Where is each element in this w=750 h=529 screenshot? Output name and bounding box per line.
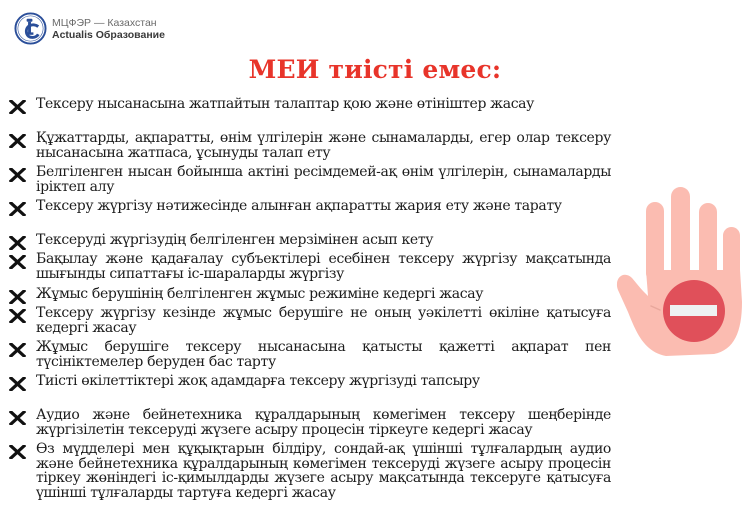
x-mark-icon — [9, 445, 26, 459]
list-item — [9, 374, 611, 391]
list-item — [9, 252, 611, 281]
list-item — [9, 165, 611, 194]
list-item-text: Тексеру жүргізу кезінде жұмыс берушіге не оның уәкілетті өкіліне қатысуға кедергі жасау — [36, 305, 611, 336]
stop-hand-icon — [614, 182, 750, 362]
list-item-text: Тексеру нысанасына жатпайтын талаптар қою және өтініштер жасау — [36, 96, 535, 112]
x-mark-icon — [9, 168, 26, 182]
logo-line2: Actualis Образование — [52, 28, 165, 41]
logo-line1: МЦФЭР — Казахстан — [52, 16, 157, 29]
list-item — [9, 287, 611, 304]
list-item — [9, 233, 611, 250]
x-mark-icon — [9, 309, 26, 323]
list-item-text: Белгіленген нысан бойынша актіні ресімдемей-ақ өнім үлгілерін, сынамаларды іріктеп алу — [36, 164, 611, 195]
x-mark-icon — [9, 236, 26, 250]
list-item-text: Жұмыс берушіге тексеру нысанасына қатысты қажетті ақпарат пен түсініктемелер беруден бас тарту — [36, 339, 611, 370]
list-item — [9, 408, 611, 437]
x-mark-icon — [9, 290, 26, 304]
list-item-text: Құжаттарды, ақпаратты, өнім үлгілерін және сынамаларды, егер олар тексеру нысанасына жатпаса, ұсынуды талап ету — [36, 130, 611, 161]
list-item-text: Тексеру жүргізу нәтижесінде алынған ақпаратты жария ету және тарату — [36, 198, 562, 214]
list-item-text: Бақылау және қадағалау субъектілері есебінен тексеру жүргізу мақсатында шығынды сипаттағы іс-шараларды жүргізу — [36, 251, 611, 282]
list-item — [9, 340, 611, 369]
x-mark-icon — [9, 202, 26, 216]
x-mark-icon — [9, 411, 26, 425]
list-item — [9, 306, 611, 335]
list-item-text: Жұмыс берушінің белгіленген жұмыс режиміне кедергі жасау — [36, 286, 484, 302]
list-item — [9, 131, 611, 160]
list-item-text: Тексеруді жүргізудің белгіленген мерзімінен асып кету — [36, 232, 434, 248]
x-mark-icon — [9, 377, 26, 391]
page-title: МЕИ тиісті емес: — [248, 55, 502, 84]
list-item-text: Өз мүдделері мен құқықтарын білдіру, сондай-ақ үшінші тұлғалардың аудио және бейнетехника құралдарының көмегімен тексеруді жүзеге асыру процесін тіркеу жөніндегі іс-қимылдарды жүзеге асыру мақсатында тексеруге қатысуға үшінші тұлғаларды тартуға кедергі жасау — [36, 441, 611, 501]
x-mark-icon — [9, 255, 26, 269]
list-item — [9, 97, 611, 114]
x-mark-icon — [9, 134, 26, 148]
x-mark-icon — [9, 343, 26, 357]
x-mark-icon — [9, 100, 26, 114]
list-item-text: Аудио және бейнетехника құралдарының көмегімен тексеру шеңберінде жүргізілетін тексеруді жүзеге асыру процесін тіркеуге кедергі жасау — [36, 407, 611, 438]
list-item — [9, 442, 611, 500]
list-item — [9, 199, 611, 216]
list-item-text: Тиісті өкілеттіктері жоқ адамдарға тексеру жүргізуді тапсыру — [36, 373, 480, 389]
